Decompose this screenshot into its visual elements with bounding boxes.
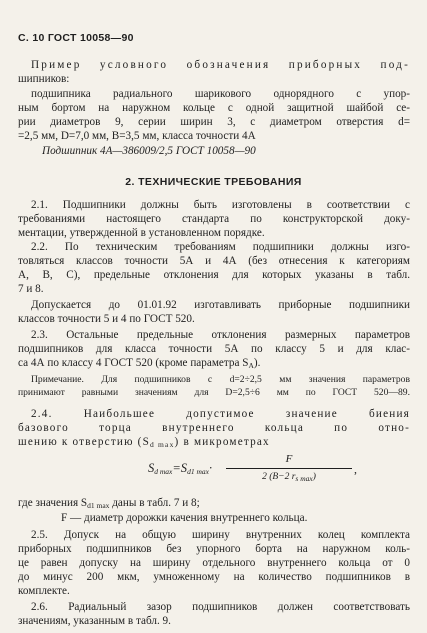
section-title: 2. ТЕХНИЧЕСКИЕ ТРЕБОВАНИЯ [125,176,302,188]
paragraph-line: Допускается до 01.01.92 изготавливать приборные подшипники [31,299,410,311]
paragraph-line: 2.1. Подшипники должны быть изготовлены в соответствии с [31,199,410,211]
where-line: где значения $S_{d1 max}$ даны в табл. 7 и 8; [18,497,200,510]
example-line: подшипника радиального шарикового однорядного с упор- [31,88,410,100]
paragraph-line: 7 и 8. [18,283,44,295]
paragraph-line: до минус 200 мкм, умноженному на количество подшипников в [18,571,410,583]
page-header: С. 10 ГОСТ 10058—90 [18,32,134,44]
paragraph-line: базового торца внутреннего кольца по отно- [18,422,410,434]
example-designation: Подшипник 4А—386009/2,5 ГОСТ 10058—90 [42,145,256,157]
formula-denominator: 2 (B−2 $r_{s max}$) [262,472,316,483]
example-line: шипников: [18,73,70,85]
where-line: F — диаметр дорожки качения внутреннего кольца. [61,512,308,524]
example-line: =2,5 мм, D=7,0 мм, B=3,5 мм, класса точности 4А [18,130,256,142]
paragraph-line: приборных подшипников без упорного борта на наружном коль- [18,543,410,555]
note-line: принимают равными значениям для D=2,5÷6 мм по ГОСТ 520—89. [18,387,410,398]
paragraph-line: требованиями настоящего стандарта по конструкторской доку- [18,213,410,225]
paragraph-line: ментации, утвержденной в установленном порядке. [18,227,265,239]
paragraph-line: 2.6. Радиальный зазор подшипников должен соответствовать [31,601,410,613]
paragraph-line: 2.2. По техническим требованиям подшипники должны изго- [31,241,410,253]
note-line: Примечание. Для подшипников с d=2÷2,5 мм значения параметров [31,374,410,385]
paragraph-line: 2.5. Допуск на общую ширину внутренних колец комплекта [31,529,410,541]
paragraph-line: 2.3. Остальные предельные отклонения размерных параметров [31,329,410,341]
paragraph-line: са 4А по классу 4 ГОСТ 520 (кроме параметра $S_A$). [18,357,261,370]
fraction-bar [226,468,352,469]
paragraph-line: подшипников для класса точности 5А по классу 5 и для клас- [18,343,410,355]
example-line: ным бортом на наружном кольце с одной защитной шайбой се- [18,102,410,114]
paragraph-line: це равен допуску на ширину отдельного внутреннего кольца от 0 [18,557,410,569]
formula [148,452,368,488]
paragraph-line: товляться классов точности 5А и 4А (без отнесения к категориям [18,255,410,267]
formula-numerator: F [285,453,293,465]
example-line: рии диаметров 9, серии ширин 3, с диаметром отверстия d= [18,116,410,128]
paragraph-line: комплекте. [18,585,70,597]
paragraph-line: А, В, С), предельные отклонения для которых указаны в табл. [18,269,410,281]
formula-comma: , [354,462,357,476]
paragraph-line: классов точности 5 и 4 по ГОСТ 520. [18,313,195,325]
paragraph-line: 2.4. Наибольшее допустимое значение биения [31,408,410,420]
example-line: Пример условного обозначения приборных под- [31,59,410,71]
paragraph-line: значениям, указанным в табл. 9. [18,615,171,627]
formula-lhs: $S_{d max}=S_{d1 max}\cdot$ [148,461,213,476]
formula-fraction [226,452,352,485]
paragraph-line: шению к отверстию $(S_{d max})$ в микрометрах [18,436,270,449]
